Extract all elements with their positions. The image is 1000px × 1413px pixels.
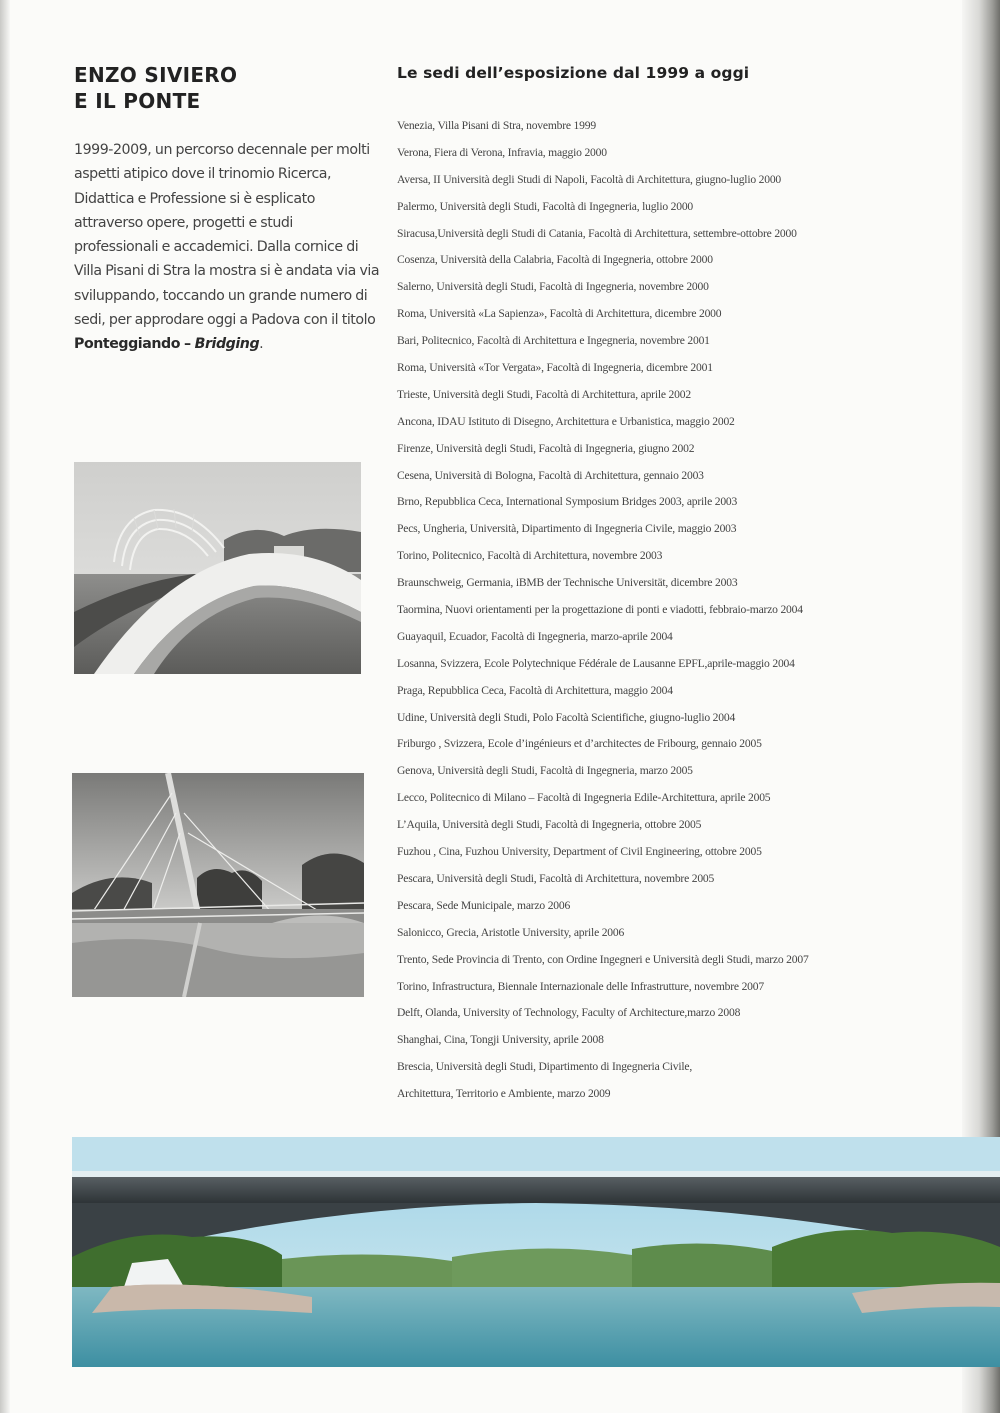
intro-text: 1999-2009, un percorso decennale per molti aspetti atipico dove il trinomio Ricerca, Didattica e Professione si è esplicato attraverso opere, progetti e studi professionali e accademici. Dalla cornice di Villa Pisani di Stra la mostra si è andata via via sviluppando, toccando un grande numero di sedi, per approdare oggi a Padova con il titolo [74,142,380,329]
venue-item: Brno, Repubblica Ceca, International Symposium Bridges 2003, aprile 2003 [397,495,738,509]
venue-item: Delft, Olanda, University of Technology, Faculty of Architecture,marzo 2008 [397,1006,741,1020]
intro-paragraph [74,138,380,357]
curved-arch-footbridge-photo [74,462,361,674]
venue-item: Trento, Sede Provincia di Trento, con Ordine Ingegneri e Università degli Studi, marzo 2007 [397,952,809,966]
venue-item: Salonicco, Grecia, Aristotle University, aprile 2006 [397,925,625,939]
venue-item: Architettura, Territorio e Ambiente, marzo 2009 [397,1087,611,1101]
venue-item: Friburgo , Svizzera, Ecole d’ingénieurs et d’architectes de Fribourg, gennaio 2005 [397,737,762,751]
venue-item: Praga, Repubblica Ceca, Facoltà di Architettura, maggio 2004 [397,683,673,697]
venue-item: Torino, Politecnico, Facoltà di Architettura, novembre 2003 [397,549,663,563]
venue-item: Taormina, Nuovi orientamenti per la progettazione di ponti e viadotti, febbraio-marzo 2004 [397,603,803,617]
page-title-line-2: E IL PONTE [74,89,201,113]
venue-item: Genova, Università degli Studi, Facoltà di Ingegneria, marzo 2005 [397,764,693,778]
venue-item: Pescara, Università degli Studi, Facoltà di Architettura, novembre 2005 [397,871,715,885]
venue-item: Fuzhou , Cina, Fuzhou University, Department of Civil Engineering, ottobre 2005 [397,845,762,859]
page-title [74,62,374,114]
venue-item: Cosenza, Università della Calabria, Facoltà di Ingegneria, ottobre 2000 [397,253,713,267]
venue-item: Trieste, Università degli Studi, Facoltà di Architettura, aprile 2002 [397,387,691,401]
venue-item: Lecco, Politecnico di Milano – Facoltà di Ingegneria Edile-Architettura, aprile 2005 [397,791,771,805]
river-bridge-panorama-photo [72,1137,1000,1367]
exhibition-title: Ponteggiando [74,336,181,353]
venue-item: Cesena, Università di Bologna, Facoltà di Architettura, gennaio 2003 [397,468,704,482]
exhibition-title-dash: – [180,336,195,353]
venue-item: Siracusa,Università degli Studi di Catania, Facoltà di Architettura, settembre-ottobre 2000 [397,226,797,240]
venue-item: Roma, Università «Tor Vergata», Facoltà di Ingegneria, dicembre 2001 [397,361,713,375]
venue-item: Venezia, Villa Pisani di Stra, novembre 1999 [397,119,596,132]
venue-item: Salerno, Università degli Studi, Facoltà di Ingegneria, novembre 2000 [397,280,709,294]
cable-stayed-footbridge-photo [72,773,364,997]
venue-item: Pescara, Sede Municipale, marzo 2006 [397,898,571,912]
venue-item: Pecs, Ungheria, Università, Dipartimento di Ingegneria Civile, maggio 2003 [397,522,737,536]
venue-item: Torino, Infrastructura, Biennale Internazionale delle Infrastrutture, novembre 2007 [397,979,764,993]
venue-item: Aversa, II Università degli Studi di Napoli, Facoltà di Architettura, giugno-luglio 2000 [397,172,782,186]
venue-item: Verona, Fiera di Verona, Infravia, maggio 2000 [397,145,607,159]
venue-item: Shanghai, Cina, Tongji University, aprile 2008 [397,1033,604,1047]
venue-item: Braunschweig, Germania, iBMB der Technische Universität, dicembre 2003 [397,576,738,590]
venue-item: Guayaquil, Ecuador, Facoltà di Ingegneria, marzo-aprile 2004 [397,629,673,643]
venues-list [397,113,957,1108]
page-title-line-1: ENZO SIVIERO [74,63,238,87]
venue-item: L’Aquila, Università degli Studi, Facoltà di Ingegneria, ottobre 2005 [397,818,702,832]
intro-end: . [259,336,264,353]
venue-item: Udine, Università degli Studi, Polo Facoltà Scientifiche, giugno-luglio 2004 [397,710,736,724]
venue-item: Bari, Politecnico, Facoltà di Architettura e Ingegneria, novembre 2001 [397,334,710,348]
exhibition-subtitle: Bridging [194,336,260,353]
venue-item: Ancona, IDAU Istituto di Disegno, Architettura e Urbanistica, maggio 2002 [397,414,735,428]
venue-item: Palermo, Università degli Studi, Facoltà di Ingegneria, luglio 2000 [397,199,694,213]
venue-item: Losanna, Svizzera, Ecole Polytechnique Fédérale de Lausanne EPFL,aprile-maggio 2004 [397,656,795,670]
venue-item: Firenze, Università degli Studi, Facoltà di Ingegneria, giugno 2002 [397,441,695,455]
page-left-edge [0,0,10,1413]
venues-heading: Le sedi dell’esposizione dal 1999 a oggi [397,64,750,82]
venue-item: Brescia, Università degli Studi, Dipartimento di Ingegneria Civile, [397,1060,693,1074]
venue-item: Roma, Università «La Sapienza», Facoltà di Architettura, dicembre 2000 [397,307,722,321]
